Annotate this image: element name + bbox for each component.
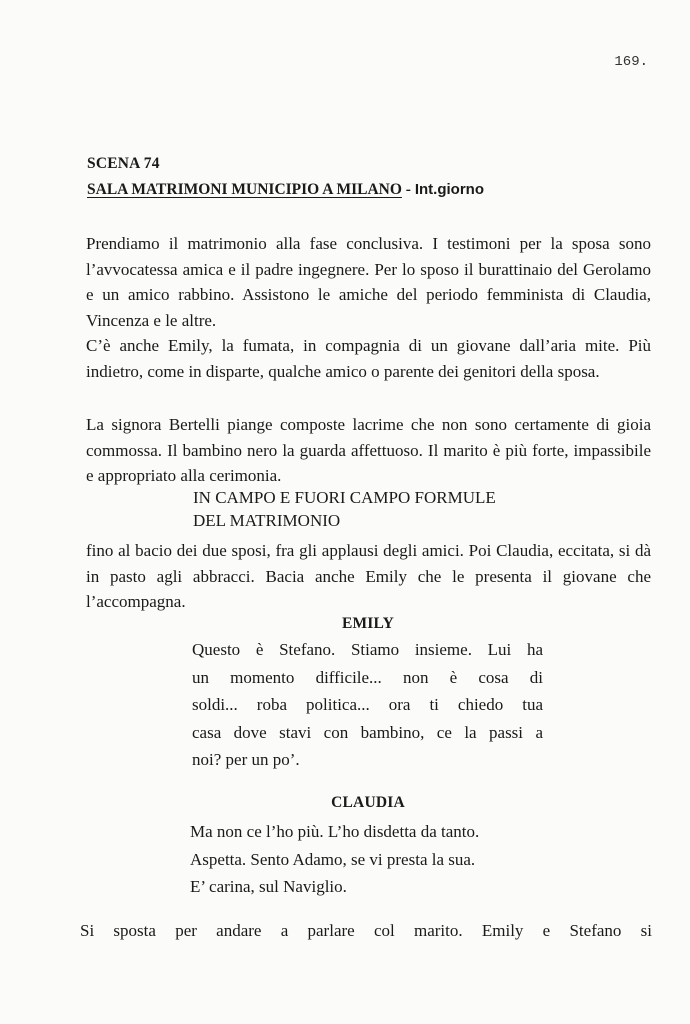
action-block-opening	[86, 231, 651, 384]
scene-heading-separator: -	[401, 181, 415, 198]
dialogue-line: Aspetta. Sento Adamo, se vi presta la sua.	[190, 849, 476, 869]
action-block-closing: Si sposta per andare a parlare col marito. Emily e Stefano si	[80, 921, 652, 940]
camera-direction	[193, 486, 496, 532]
action-paragraph: Prendiamo il matrimonio alla fase conclusiva. I testimoni per la sposa sono l’avvocatessa amica e il padre ingegnere. Per lo sposo il burattinaio del Gerolamo e un amico rabbino. Assistono le amiche del periodo femminista di Claudia, Vincenza e le altre.	[86, 234, 651, 330]
character-name-emily: EMILY	[341, 615, 395, 632]
dialogue-line: noi? per un po’.	[192, 750, 300, 769]
action-paragraph: C’è anche Emily, la fumata, in compagnia di un giovane dall’aria mite. Più indietro, come in disparte, qualche amico o parente dei genitori della sposa.	[86, 336, 651, 381]
dialogue-line: soldi... roba politica... ora ti chiedo tua	[192, 695, 543, 714]
dialogue-line: casa dove stavi con bambino, ce la passi a	[192, 722, 543, 742]
dialogue-line: Questo è Stefano. Stiamo insieme. Lui ha	[192, 640, 543, 659]
dialogue-line: un momento difficile... non è cosa di	[192, 667, 543, 687]
scene-location: SALA MATRIMONI MUNICIPIO A MILANO	[87, 181, 402, 198]
scene-time: Int.giorno	[414, 181, 484, 198]
action-paragraph: La signora Bertelli piange composte lacrime che non sono certamente di gioia commossa. Il bambino nero la guarda affettuoso. Il marito è più forte, impassibile e appropriato alla cerimonia.	[86, 415, 651, 485]
action-block-bertelli	[86, 412, 651, 489]
action-paragraph: fino al bacio dei due sposi, fra gli applausi degli amici. Poi Claudia, eccitata, si dà in pasto agli abbracci. Bacia anche Emily che le presenta il giovane che l’accompagna.	[86, 541, 651, 611]
page-number: 169.	[614, 54, 648, 70]
dialogue-emily	[192, 636, 543, 774]
bleed-through-background	[86, 148, 652, 174]
dialogue-line: E’ carina, sul Naviglio.	[190, 877, 347, 896]
dialogue-line: Ma non ce l’ho più. L’ho disdetta da tanto.	[190, 822, 480, 841]
camera-direction-line: DEL MATRIMONIO	[193, 511, 341, 530]
scene-number: SCENA 74	[87, 155, 160, 172]
action-block-kiss	[86, 538, 651, 615]
dialogue-claudia	[190, 818, 479, 901]
camera-direction-line: IN CAMPO E FUORI CAMPO FORMULE	[193, 488, 496, 507]
character-name-claudia: CLAUDIA	[331, 794, 405, 811]
scene-heading	[87, 181, 484, 199]
